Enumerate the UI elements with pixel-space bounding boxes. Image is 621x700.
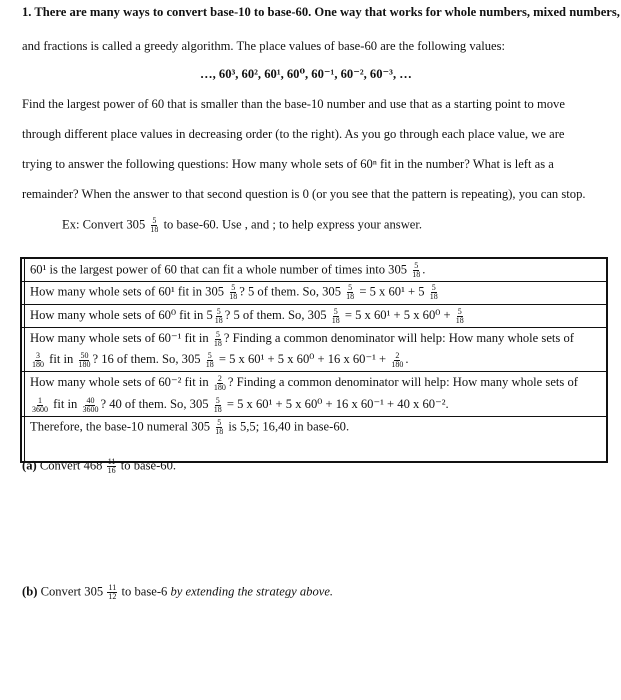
row-divider: [22, 304, 606, 305]
part-a-fraction: $\frac{11}{16}$: [107, 457, 116, 475]
intro-line-1: [22, 5, 620, 20]
part-a-suffix: to base-60.: [120, 458, 177, 473]
box-row-7: $\frac{1}{3600}$ fit in $\frac{40}{3600}$ ? 40 of them. So, 305 $\frac{5}{18}$ = 5 x 60¹ + 5 x 60⁰ + 16 x 60⁻¹ + 40 x 60⁻².: [32, 395, 449, 414]
intro-line-4: through different place values in decreasing order (to the right). As you go through each place value, we are: [22, 127, 565, 141]
row-divider: [22, 327, 606, 328]
example-suffix: to base-60. Use , and ; to help express your answer.: [163, 217, 423, 232]
part-b-text: Convert 305: [40, 584, 104, 599]
example-fraction: $\frac{5}{18}$: [150, 216, 159, 234]
part-a: [22, 458, 176, 475]
intro-line-3: Find the largest power of 60 that is smaller than the base-10 number and use that as a starting point to move: [22, 97, 565, 111]
part-b-label: (b): [22, 584, 38, 599]
question-number: 1. There are many ways to convert base-10 to base-60. One way that works for whole numbers, mixed numbers,: [22, 5, 620, 19]
worked-example-box: [20, 257, 608, 463]
part-b-italic: by extending the strategy above.: [170, 584, 334, 599]
row-divider: [22, 416, 606, 417]
box-inner-border: [24, 259, 25, 461]
box-row-6: How many whole sets of 60⁻² fit in $\frac{2}{180}$ ? Finding a common denominator will help: How many whole sets of: [30, 373, 578, 392]
intro-line-6: remainder? When the answer to that second question is 0 (or you see that the pattern is repeating), you can stop.: [22, 187, 586, 201]
place-values: …, 60³, 60², 60¹, 60⁰, 60⁻¹, 60⁻², 60⁻³, …: [200, 67, 412, 81]
box-row-3: How many whole sets of 60⁰ fit in 5 $\frac{5}{18}$ ? 5 of them. So, 305 $\frac{5}{18}$ = 5 x 60¹ + 5 x 60⁰ + $\frac{5}{18}$: [30, 306, 464, 325]
example-prefix: Ex: Convert 305: [62, 217, 146, 232]
box-row-1: 60¹ is the largest power of 60 that can fit a whole number of times into 305 $\frac{5}{18}$ .: [30, 261, 426, 279]
intro-line-5: trying to answer the following questions: How many whole sets of 60ⁿ fit in the number? What is left as a: [22, 157, 554, 171]
part-b-fraction: $\frac{11}{12}$: [108, 583, 117, 601]
box-row-5: $\frac{3}{180}$ fit in $\frac{50}{180}$ ? 16 of them. So, 305 $\frac{5}{18}$ = 5 x 60¹ + 5 x 60⁰ + 16 x 60⁻¹ + $\frac{2}{180}$ .: [32, 350, 409, 369]
box-row-8: Therefore, the base-10 numeral 305 $\frac{5}{18}$ is 5,5; 16,40 in base-60.: [30, 418, 350, 436]
part-a-label: (a): [22, 458, 37, 473]
example-prompt: [62, 217, 422, 234]
box-row-4: How many whole sets of 60⁻¹ fit in $\frac{5}{18}$ ? Finding a common denominator will help: How many whole sets of: [30, 329, 574, 348]
intro-line-2: and fractions is called a greedy algorithm. The place values of base-60 are the following values:: [22, 39, 506, 53]
box-row-2: How many whole sets of 60¹ fit in 305 $\frac{5}{18}$ ? 5 of them. So, 305 $\frac{5}{18}$ = 5 x 60¹ + 5 $\frac{5}{18}$: [30, 283, 438, 301]
part-a-text: Convert 468: [39, 458, 103, 473]
part-b-suffix: to base-6: [121, 584, 168, 599]
part-b: [22, 584, 333, 601]
row-divider: [22, 281, 606, 282]
row-divider: [22, 371, 606, 372]
